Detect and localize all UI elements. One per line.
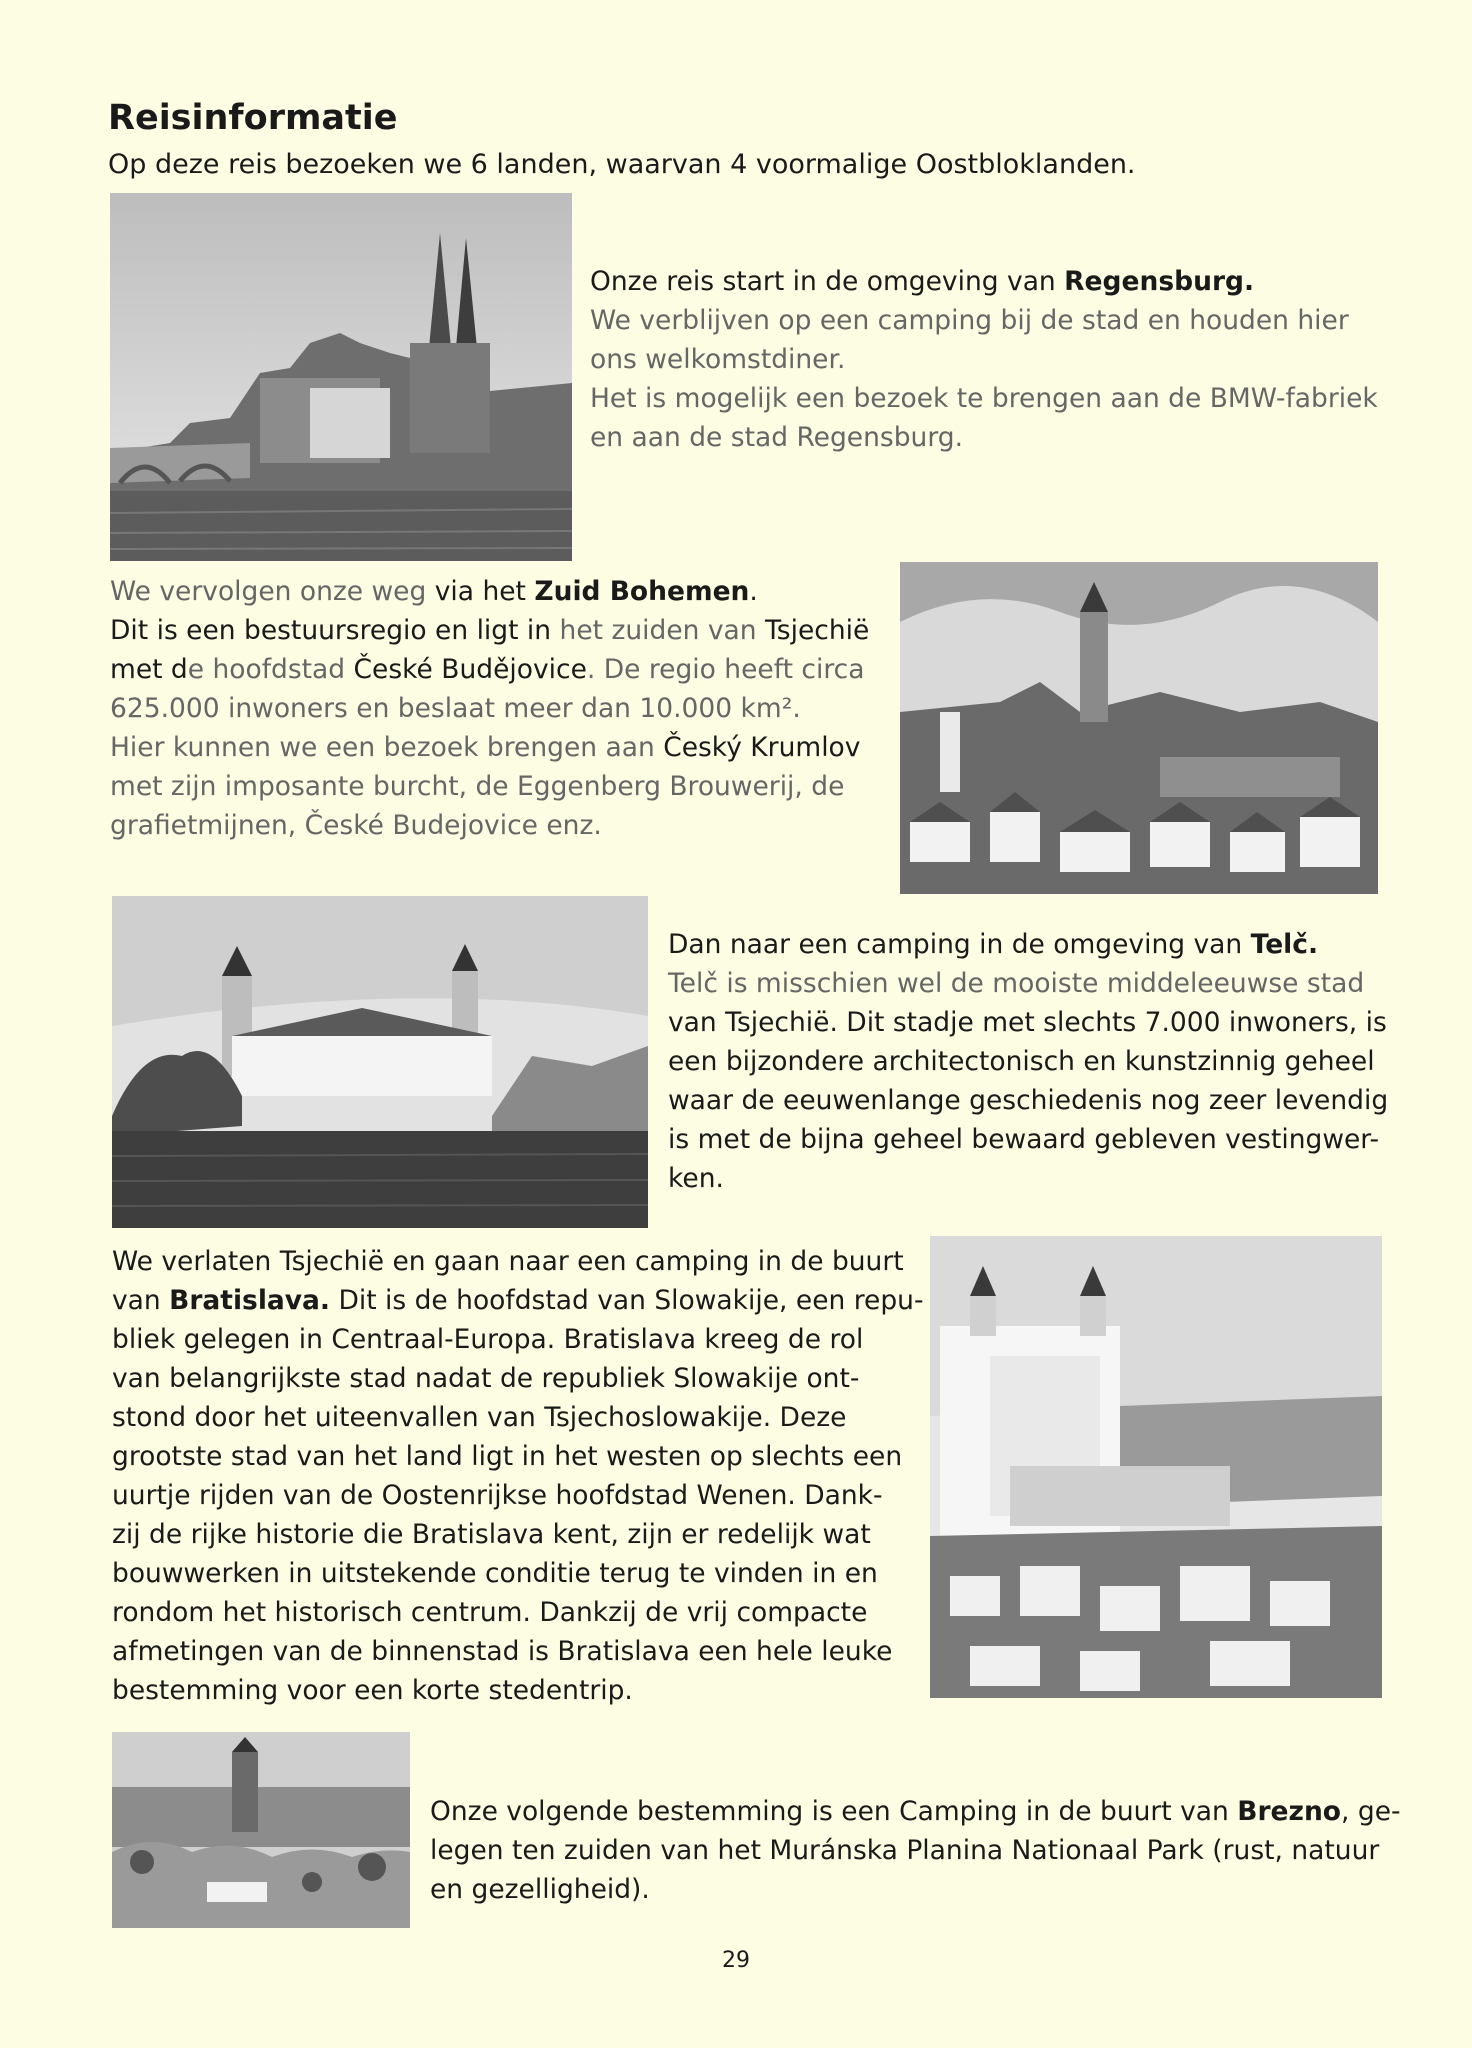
bratislava-photo bbox=[930, 1236, 1382, 1698]
page-number: 29 bbox=[722, 1948, 750, 1973]
bratislava-text: We verlaten Tsjechië en gaan naar een camping in de buurt van Bratislava. Dit is de hoofdstad van Slowakije, een repu- bliek gelegen in Centraal-Europa. Bratislava kreeg de rol van belangrijkste stad nadat de republiek Slowakije ont- stond door het uiteenvallen van Tsjechoslowakije. Deze grootste stad van het land ligt in het westen op slechts een uurtje rijden van de Oostenrijkse hoofdstad Wenen. Dank- zij de rijke historie die Bratislava kent, zijn er redelijk wat bouwwerken in uitstekende conditie terug te vinden in en rondom het historisch centrum. Dankzij de vrij compacte afmetingen van de binnenstad is Bratislava een hele leuke bestemming voor een korte stedentrip. bbox=[112, 1246, 924, 1706]
zuid-bohemen-text: We vervolgen onze weg via het Zuid Bohemen. Dit is een bestuursregio en ligt in het zuiden van Tsjechië met de hoofdstad České Budějovice. De regio heeft circa 625.000 inwoners en beslaat meer dan 10.000 km². Hier kunnen we een bezoek brengen aan Český Krumlov met zijn imposante burcht, de Eggenberg Brouwerij, de grafietmijnen, České Budejovice enz. bbox=[110, 576, 870, 841]
telc-photo bbox=[112, 896, 648, 1228]
telc-text: Dan naar een camping in de omgeving van Telč. Telč is misschien wel de mooiste middeleeuwse stad van Tsjechië. Dit stadje met slechts 7.000 inwoners, is een bijzondere architectonisch en kunstzinnig geheel waar de eeuwenlange geschiedenis nog zeer levendig is met de bijna geheel bewaard gebleven vestingwer- ken. bbox=[668, 929, 1389, 1194]
intro-text: Op deze reis bezoeken we 6 landen, waarvan 4 voormalige Oostbloklanden. bbox=[108, 149, 1136, 180]
page-title: Reisinformatie bbox=[108, 98, 398, 138]
brezno-photo bbox=[112, 1732, 410, 1928]
regensburg-text: Onze reis start in de omgeving van Regensburg. We verblijven op een camping bij de stad en houden hier ons welkomstdiner. Het is mogelijk een bezoek te brengen aan de BMW-fabriek en aan de stad Regensburg. bbox=[590, 266, 1378, 453]
brezno-text: Onze volgende bestemming is een Camping in de buurt van Brezno, ge- legen ten zuiden van het Muránska Planina Nationaal Park (rust, natuur en gezelligheid). bbox=[430, 1796, 1401, 1905]
cesky-krumlov-photo bbox=[900, 562, 1378, 894]
regensburg-photo bbox=[110, 193, 572, 561]
